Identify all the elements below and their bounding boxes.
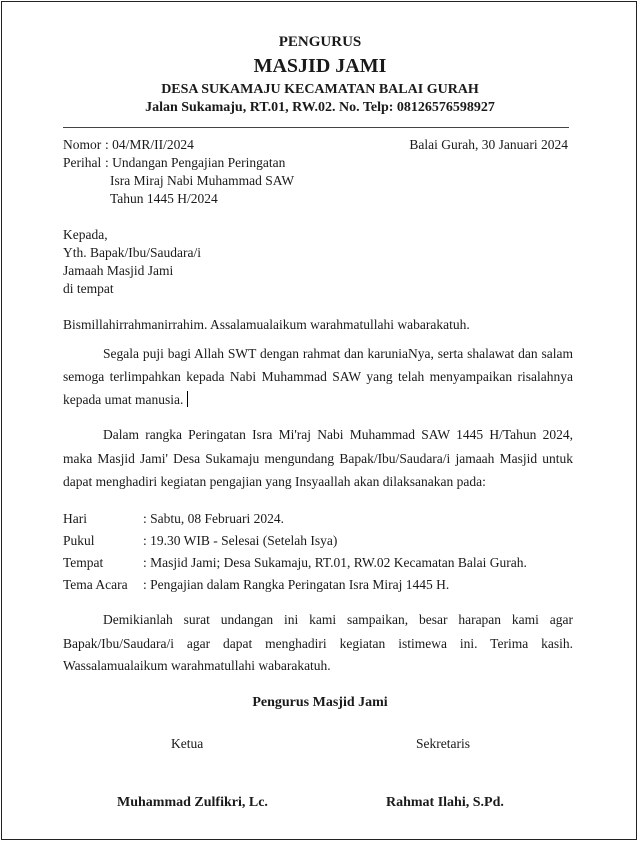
closing-line-2: Bapak/Ibu/Saudara/i agar dapat menghadiri kegiatan istimewa ini. Terima kasih. — [63, 636, 573, 651]
signature-left-role: Ketua — [171, 736, 204, 751]
text-cursor — [187, 391, 188, 407]
signature-left-name: Muhammad Zulfikri, Lc. — [117, 795, 268, 810]
closing-line-1: Demikianlah surat undangan ini kami sampaikan, besar harapan kami agar — [103, 612, 573, 627]
perihal-line-1: : Undangan Pengajian Peringatan — [105, 155, 286, 170]
para2-line-3: dapat menghadiri kegiatan pengajian yang Insyaallah akan dilaksanakan pada: — [63, 474, 486, 489]
opening-greeting: Bismillahirrahmanirrahim. Assalamualaikum warahmatullahi wabarakatuh. — [63, 317, 470, 332]
detail-value-tema: : Pengajian dalam Rangka Peringatan Isra Miraj 1445 H. — [143, 577, 450, 592]
nomor-value: : 04/MR/II/2024 — [105, 137, 194, 152]
detail-value-tempat: : Masjid Jami; Desa Sukamaju, RT.01, RW.02 Kecamatan Balai Gurah. — [143, 555, 527, 570]
header-name: MASJID JAMI — [253, 55, 387, 77]
perihal-label: Perihal — [63, 155, 102, 170]
nomor-label: Nomor — [63, 137, 102, 152]
header-village: DESA SUKAMAJU KECAMATAN BALAI GURAH — [161, 82, 479, 97]
header-divider — [63, 127, 569, 128]
para2-line-2: maka Masjid Jami' Desa Sukamaju mengundang Bapak/Ibu/Saudara/i jamaah Masjid untuk — [63, 451, 573, 466]
para1-line-3 — [63, 391, 188, 408]
recipient-line-3: Jamaah Masjid Jami — [63, 263, 174, 278]
header-org: PENGURUS — [278, 34, 362, 50]
closing-line-3: Wassalamualaikum warahmatullahi wabarakatuh. — [63, 658, 331, 673]
perihal-line-2: Isra Miraj Nabi Muhammad SAW — [110, 173, 295, 188]
perihal-line-3: Tahun 1445 H/2024 — [110, 191, 218, 206]
signature-org: Pengurus Masjid Jami — [252, 695, 388, 710]
recipient-line-2: Yth. Bapak/Ibu/Saudara/i — [63, 245, 201, 260]
detail-label-pukul: Pukul — [63, 533, 95, 548]
recipient-line-4: di tempat — [63, 281, 114, 296]
detail-value-hari: : Sabtu, 08 Februari 2024. — [143, 511, 284, 526]
para1-line-3-text: kepada umat manusia. — [63, 392, 184, 407]
detail-label-tempat: Tempat — [63, 555, 104, 570]
signature-right-name: Rahmat Ilahi, S.Pd. — [386, 795, 504, 810]
signature-right-role: Sekretaris — [416, 736, 470, 751]
detail-label-tema: Tema Acara — [63, 577, 128, 592]
para1-line-2: semoga terlimpahkan kepada Nabi Muhammad SAW yang telah menyampaikan risalahnya — [63, 369, 573, 384]
detail-label-hari: Hari — [63, 511, 87, 526]
recipient-line-1: Kepada, — [63, 227, 108, 242]
header-address: Jalan Sukamaju, RT.01, RW.02. No. Telp: 08126576598927 — [145, 100, 495, 115]
para2-line-1: Dalam rangka Peringatan Isra Mi'raj Nabi Muhammad SAW 1445 H/Tahun 2024, — [103, 427, 573, 442]
place-date: Balai Gurah, 30 Januari 2024 — [409, 137, 568, 152]
detail-value-pukul: : 19.30 WIB - Selesai (Setelah Isya) — [143, 533, 338, 548]
para1-line-1: Segala puji bagi Allah SWT dengan rahmat dan karuniaNya, serta shalawat dan salam — [103, 346, 573, 361]
